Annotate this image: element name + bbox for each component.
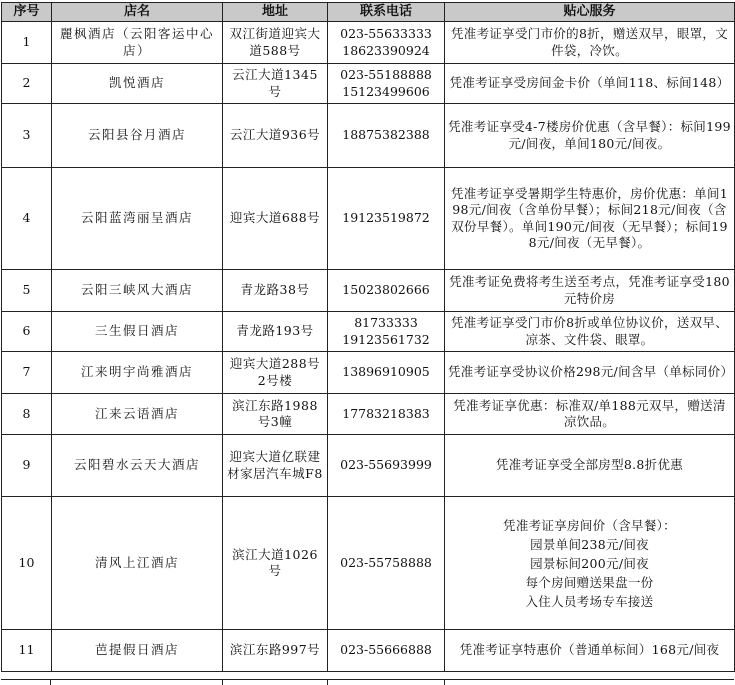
table-body bbox=[2, 22, 735, 672]
cell-phone: 18875382388 bbox=[328, 104, 445, 168]
cell-service: 凭准考证享受门市价的8折，赠送双早，眼罩，文件袋，冷饮。 bbox=[445, 22, 735, 64]
cell-name: 江来云语酒店 bbox=[52, 394, 223, 435]
cell-no: 10 bbox=[2, 497, 52, 630]
table-row bbox=[2, 312, 735, 352]
cell-service: 凭准考证享受全部房型8.8折优惠 bbox=[445, 435, 735, 497]
cell-phone: 13896910905 bbox=[328, 352, 445, 394]
cell-no: 11 bbox=[2, 630, 52, 672]
header-name: 店名 bbox=[52, 3, 223, 22]
cell-address: 迎宾大道亿联建材家居汽车城F8 bbox=[223, 435, 328, 497]
cell-name: 三生假日酒店 bbox=[52, 312, 223, 352]
stub-divider bbox=[222, 679, 223, 685]
table-row bbox=[2, 104, 735, 168]
cell-no: 1 bbox=[2, 22, 52, 64]
cell-phone: 17783218383 bbox=[328, 394, 445, 435]
cell-address: 迎宾大道688号 bbox=[223, 168, 328, 270]
stub-divider bbox=[50, 679, 51, 685]
cell-no: 6 bbox=[2, 312, 52, 352]
cell-no: 5 bbox=[2, 270, 52, 312]
cell-phone: 19123519872 bbox=[328, 168, 445, 270]
table-row bbox=[2, 352, 735, 394]
cell-phone: 023-55188888 15123499606 bbox=[328, 64, 445, 104]
header-phone: 联系电话 bbox=[328, 3, 445, 22]
cell-phone: 023-55758888 bbox=[328, 497, 445, 630]
table-header bbox=[2, 3, 735, 22]
table-row bbox=[2, 270, 735, 312]
table-row bbox=[2, 630, 735, 672]
header-address: 地址 bbox=[223, 3, 328, 22]
cell-service: 凭准考证享受4-7楼房价优惠（含早餐）：标间199元/间夜，单间180元/间夜。 bbox=[445, 104, 735, 168]
cell-service: 凭准考证享受房间金卡价（单间118、标间148） bbox=[445, 64, 735, 104]
cell-address: 云江大道1345号 bbox=[223, 64, 328, 104]
hotel-table bbox=[1, 2, 735, 672]
cell-service: 凭准考证享受暑期学生特惠价，房价优惠：单间198元/间夜（含单份早餐）；标间218元/间夜（含双份早餐）。单间190元/间夜（无早餐）；标间198元/间夜（无早餐）。 bbox=[445, 168, 735, 270]
cell-name: 江来明宇尚雅酒店 bbox=[52, 352, 223, 394]
cell-name: 芭提假日酒店 bbox=[52, 630, 223, 672]
cell-no: 7 bbox=[2, 352, 52, 394]
cell-name: 云阳碧水云天大酒店 bbox=[52, 435, 223, 497]
table-row bbox=[2, 64, 735, 104]
cell-no: 3 bbox=[2, 104, 52, 168]
table-row bbox=[2, 168, 735, 270]
cell-no: 9 bbox=[2, 435, 52, 497]
cell-phone: 023-55666888 bbox=[328, 630, 445, 672]
cell-service: 凭准考证免费将考生送至考点，凭准考证享受180元特价房 bbox=[445, 270, 735, 312]
cell-service: 凭准考证享受协议价格298元/间含早（单标同价） bbox=[445, 352, 735, 394]
cell-address: 滨江东路1988号3幢 bbox=[223, 394, 328, 435]
cell-name: 麗枫酒店（云阳客运中心店） bbox=[52, 22, 223, 64]
table-row bbox=[2, 497, 735, 630]
cell-phone: 023-55633333 18623390924 bbox=[328, 22, 445, 64]
cell-address: 青龙路193号 bbox=[223, 312, 328, 352]
header-row bbox=[2, 3, 735, 22]
table-row bbox=[2, 22, 735, 64]
cell-address: 双江街道迎宾大道588号 bbox=[223, 22, 328, 64]
cell-name: 清风上江酒店 bbox=[52, 497, 223, 630]
next-row-edge bbox=[1, 679, 734, 685]
cell-no: 8 bbox=[2, 394, 52, 435]
cell-phone: 023-55693999 bbox=[328, 435, 445, 497]
cell-address: 滨江大道1026号 bbox=[223, 497, 328, 630]
table-row bbox=[2, 394, 735, 435]
cell-name: 凯悦酒店 bbox=[52, 64, 223, 104]
cell-address: 云江大道936号 bbox=[223, 104, 328, 168]
header-service: 贴心服务 bbox=[445, 3, 735, 22]
cell-service: 凭准考证享受门市价8折或单位协议价，送双早、凉茶、文件袋、眼罩。 bbox=[445, 312, 735, 352]
cell-address: 迎宾大道288号2号楼 bbox=[223, 352, 328, 394]
cell-address: 滨江东路997号 bbox=[223, 630, 328, 672]
cell-name: 云阳蓝湾丽呈酒店 bbox=[52, 168, 223, 270]
cell-service: 凭准考证享房间价（含早餐）： 园景单间238元/间夜 园景标间200元/间夜 每个房间赠送果盘一份 入住人员考场专车接送 bbox=[445, 497, 735, 630]
stub-divider bbox=[444, 679, 445, 685]
cell-name: 云阳县谷月酒店 bbox=[52, 104, 223, 168]
cell-name: 云阳三峡风大酒店 bbox=[52, 270, 223, 312]
table-row bbox=[2, 435, 735, 497]
cell-phone: 15023802666 bbox=[328, 270, 445, 312]
cell-service: 凭准考证享优惠：标准双/单188元双早，赠送清凉饮品。 bbox=[445, 394, 735, 435]
cell-no: 2 bbox=[2, 64, 52, 104]
cell-phone: 81733333 19123561732 bbox=[328, 312, 445, 352]
stub-divider bbox=[327, 679, 328, 685]
header-no: 序号 bbox=[2, 3, 52, 22]
cell-address: 青龙路38号 bbox=[223, 270, 328, 312]
cell-service: 凭准考证享特惠价（普通单标间）168元/间夜 bbox=[445, 630, 735, 672]
cell-no: 4 bbox=[2, 168, 52, 270]
